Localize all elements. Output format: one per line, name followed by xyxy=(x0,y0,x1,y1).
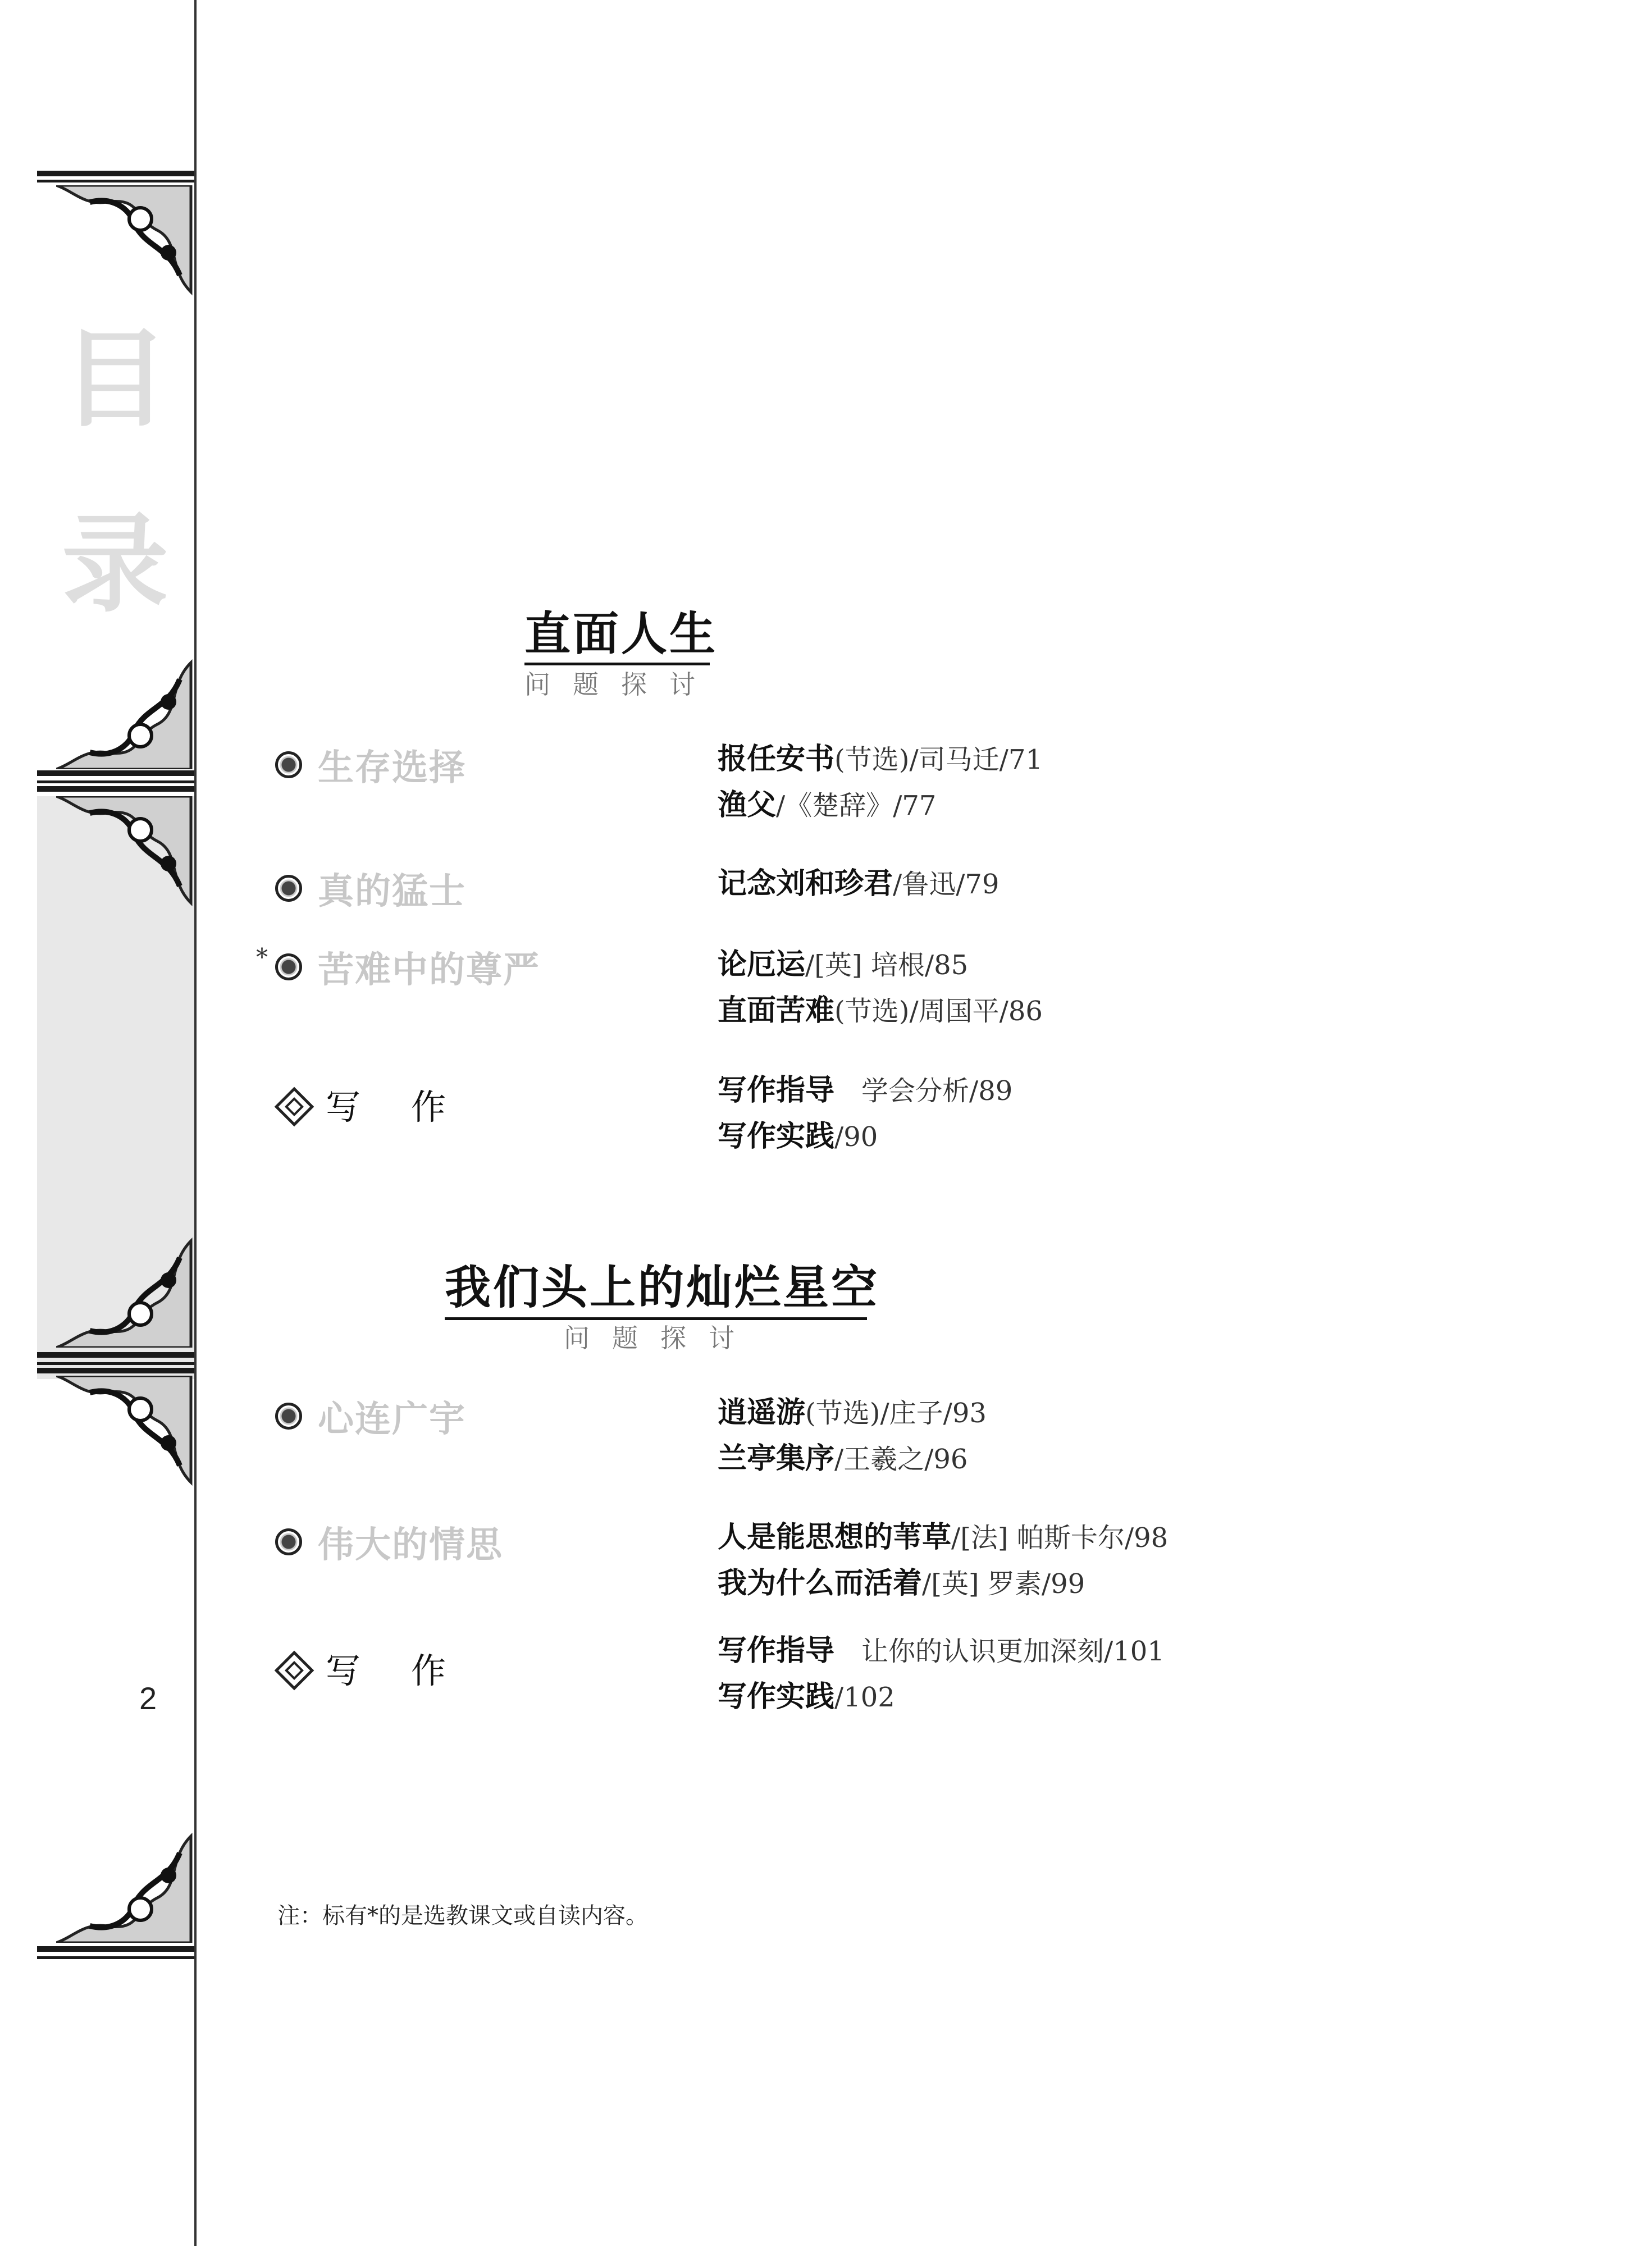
toc-entry[interactable] xyxy=(718,996,1043,1025)
toc-entry[interactable] xyxy=(718,1682,895,1711)
entry-title: 直面苦难 xyxy=(718,994,835,1027)
section-title-underline xyxy=(445,1317,867,1320)
toc-entry[interactable] xyxy=(718,1523,1168,1552)
margin-rule xyxy=(37,171,194,176)
bullet-circle-icon xyxy=(275,953,302,980)
margin-rule xyxy=(37,1946,194,1952)
margin-rule xyxy=(37,1352,194,1358)
unit-name: 心连广宇 xyxy=(318,1398,466,1440)
margin-divider-line xyxy=(194,0,197,2246)
corner-ornament-icon xyxy=(56,1830,194,1943)
toc-entry[interactable] xyxy=(718,1076,1012,1105)
bullet-circle-icon xyxy=(275,875,302,902)
margin-rule xyxy=(37,770,194,776)
bullet-circle-icon xyxy=(275,1403,302,1430)
unit-heading xyxy=(275,739,466,791)
entry-author-page: /[英] 罗素/99 xyxy=(922,1568,1085,1600)
entry-author-page: /《楚辞》/77 xyxy=(776,790,937,821)
entry-title: 报任安书 xyxy=(718,743,835,775)
toc-entry[interactable] xyxy=(718,1444,968,1473)
entry-author-page: (节选)/司马迁/71 xyxy=(834,744,1043,775)
toc-entry[interactable] xyxy=(718,791,936,820)
entry-title: 人是能思想的苇草 xyxy=(718,1521,952,1554)
entry-title: 写作指导 xyxy=(718,1635,835,1667)
entry-author-page: (节选)/庄子/93 xyxy=(805,1398,987,1429)
entry-title: 逍遥游 xyxy=(718,1396,806,1429)
entry-author-page: /[英] 培根/85 xyxy=(805,949,969,981)
writing-heading xyxy=(275,1079,496,1129)
writing-label: 写作 xyxy=(326,1650,497,1691)
entry-author-page: /102 xyxy=(834,1682,895,1713)
entry-title: 记念刘和珍君 xyxy=(718,868,893,900)
entry-author-page: /王羲之/96 xyxy=(834,1444,968,1475)
margin-rule xyxy=(37,780,194,783)
optional-star-mark: * xyxy=(256,943,268,971)
bullet-circle-icon xyxy=(275,1528,302,1555)
toc-entry[interactable] xyxy=(718,869,999,898)
unit-name: 伟大的情思 xyxy=(318,1524,503,1566)
page-number: 2 xyxy=(139,1681,157,1716)
entry-title: 写作实践 xyxy=(718,1681,835,1713)
entry-author-page: /[法] 帕斯卡尔/98 xyxy=(951,1522,1169,1554)
corner-ornament-icon xyxy=(56,657,194,769)
corner-ornament-icon xyxy=(56,1235,194,1348)
unit-name: 真的猛士 xyxy=(318,870,466,912)
unit-heading xyxy=(275,941,540,993)
entry-title: 渔父 xyxy=(718,789,777,821)
toc-entry[interactable] xyxy=(718,950,968,979)
writing-label: 写作 xyxy=(326,1087,497,1127)
diamond-bullet-icon xyxy=(275,1088,309,1121)
side-title-char: 目 xyxy=(62,316,169,441)
margin-rule xyxy=(37,1368,194,1373)
margin-rule xyxy=(37,1362,194,1365)
entry-title: 我为什么而活着 xyxy=(718,1567,923,1600)
toc-entry[interactable] xyxy=(718,1398,987,1427)
corner-ornament-icon xyxy=(56,1376,194,1488)
entry-title: 论厄运 xyxy=(718,948,806,981)
diamond-bullet-icon xyxy=(275,1651,309,1685)
unit-name: 生存选择 xyxy=(318,747,466,789)
entry-author-page: 让你的认识更加深刻/101 xyxy=(834,1636,1165,1667)
margin-rule xyxy=(37,180,194,182)
toc-entry[interactable] xyxy=(718,1122,878,1151)
unit-heading xyxy=(275,1516,503,1568)
toc-entry[interactable] xyxy=(718,1636,1165,1665)
entry-author-page: /90 xyxy=(834,1121,878,1153)
section-title: 直面人生 xyxy=(524,607,718,661)
bullet-circle-icon xyxy=(275,751,302,778)
entry-title: 兰亭集序 xyxy=(718,1442,835,1475)
unit-name: 苦难中的尊严 xyxy=(318,949,540,991)
entry-title: 写作实践 xyxy=(718,1120,835,1153)
writing-heading xyxy=(275,1643,496,1693)
toc-entry[interactable] xyxy=(718,1569,1085,1598)
corner-ornament-icon xyxy=(56,796,194,909)
unit-heading xyxy=(275,1390,466,1442)
section-title-underline xyxy=(524,663,710,665)
margin-rule xyxy=(37,1956,194,1959)
section-title: 我们头上的灿烂星空 xyxy=(445,1261,880,1314)
margin-rule xyxy=(37,786,194,792)
entry-title: 写作指导 xyxy=(718,1074,835,1107)
toc-entry[interactable] xyxy=(718,745,1043,774)
section-subtitle: 问题探讨 xyxy=(524,669,718,700)
section-subtitle: 问题探讨 xyxy=(564,1323,757,1353)
entry-author-page: 学会分析/89 xyxy=(834,1075,1013,1107)
footnote: 注：标有*的是选教课文或自读内容。 xyxy=(277,1903,648,1929)
side-title-char: 录 xyxy=(62,501,169,627)
entry-author-page: (节选)/周国平/86 xyxy=(834,996,1043,1027)
entry-author-page: /鲁迅/79 xyxy=(893,869,1000,900)
corner-ornament-icon xyxy=(56,185,194,298)
unit-heading xyxy=(275,862,466,914)
